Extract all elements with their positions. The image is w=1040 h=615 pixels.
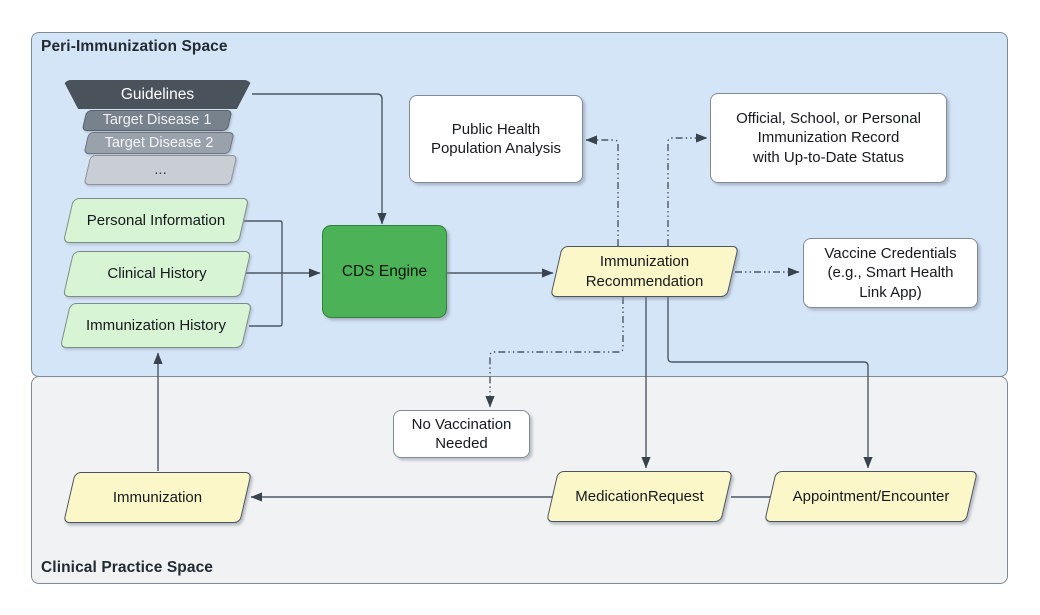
guidelines-node: Guidelines (63, 80, 252, 109)
cds-engine-node: CDS Engine (322, 225, 447, 318)
public-health-population-analysis-node: Public Health Population Analysis (409, 95, 583, 183)
more-target-diseases-node: ... (87, 155, 234, 185)
appointment-encounter-node: Appointment/Encounter (770, 471, 972, 522)
immunization-record-node: Official, School, or Personal Immunization Record with Up-to-Date Status (710, 93, 947, 183)
vaccine-credentials-node: Vaccine Credentials (e.g., Smart Health Link App) (803, 238, 978, 308)
clinical-practice-space-label: Clinical Practice Space (41, 559, 214, 576)
immunization-history-node: Immunization History (65, 303, 247, 348)
personal-information-node: Personal Information (68, 198, 244, 243)
immunization-recommendation-node: Immunization Recommendation (556, 246, 733, 297)
target-disease-2-node: Target Disease 2 (86, 132, 232, 154)
peri-immunization-space-label: Peri-Immunization Space (41, 38, 228, 55)
medication-request-node: MedicationRequest (552, 471, 727, 522)
target-disease-1-node: Target Disease 1 (84, 110, 230, 131)
no-vaccination-needed-node: No Vaccination Needed (393, 410, 530, 458)
clinical-history-node: Clinical History (68, 251, 246, 297)
immunization-node: Immunization (69, 472, 246, 523)
